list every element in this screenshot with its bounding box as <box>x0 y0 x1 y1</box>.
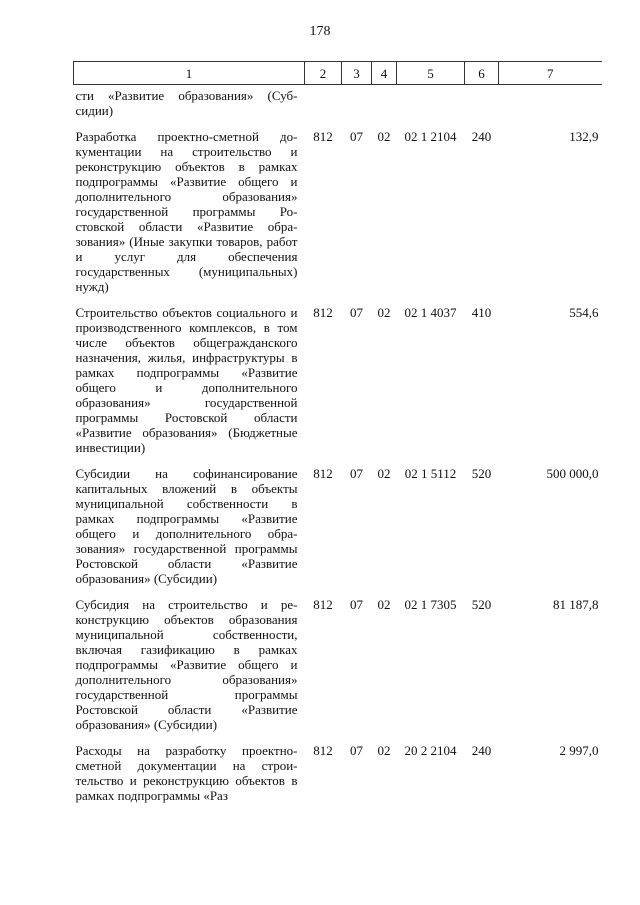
row-code-type: 240 <box>471 129 492 144</box>
row-description: Расходы на разработку проектно-сметной документации на строительство и реконструкцию объектов в рамках подпрограммы «Раз <box>75 743 298 803</box>
row-description: Субсидия на строительство и реконструкцию объектов образования муниципальной собственности, включая газификацию в рамках подпрограммы «Развитие общего и дополнительного образования» государственной программы Ростовской области «Развитие образования» (Субсидии) <box>75 597 298 732</box>
row-code-subsection <box>372 85 397 119</box>
row-code-type: 410 <box>471 305 492 320</box>
header-col-5: 5 <box>397 62 465 85</box>
row-code-subsection: 02 <box>377 129 391 144</box>
header-col-7: 7 <box>499 62 602 85</box>
row-amount: 554,6 <box>569 305 599 320</box>
row-code-type <box>465 85 499 119</box>
row-description: Субсидии на софинансирование капитальных вложений в объекты муниципальной собственности в рамках подпрограммы «Развитие общего и дополнительного образования» государственной программы Ростовской области «Развитие образования» (Субсидии) <box>75 466 298 586</box>
row-code-admin: 812 <box>313 305 333 320</box>
row-code-target: 02 1 2104 <box>404 129 457 144</box>
row-description: Строительство объектов социального и производственного комплексов, в том числе объектов общегражданского назначения, жилья, инфраструктуры в рамках подпрограммы «Развитие общего и дополнительного образования» государственной программы Ростовской области «Развитие образования» (Бюджетные инвестиции) <box>75 305 298 455</box>
row-code-target <box>397 85 465 119</box>
table-row <box>74 294 602 455</box>
row-code-admin: 812 <box>313 129 333 144</box>
header-col-2: 2 <box>305 62 342 85</box>
row-code-section: 07 <box>350 305 363 320</box>
table-row <box>74 455 602 586</box>
table-row <box>74 85 602 119</box>
table-row <box>74 118 602 294</box>
row-code-subsection: 02 <box>377 597 391 612</box>
page-number: 178 <box>309 24 331 39</box>
row-code-type: 240 <box>471 743 492 758</box>
header-col-1: 1 <box>74 62 305 85</box>
table-header-row <box>74 62 602 85</box>
row-amount: 2 997,0 <box>559 743 599 758</box>
row-code-subsection: 02 <box>377 466 391 481</box>
header-col-3: 3 <box>342 62 372 85</box>
row-code-type: 520 <box>471 466 492 481</box>
row-amount: 132,9 <box>569 129 599 144</box>
row-code-target: 02 1 4037 <box>404 305 457 320</box>
table-row <box>74 586 602 732</box>
row-code-section: 07 <box>350 466 363 481</box>
row-code-admin: 812 <box>313 466 333 481</box>
row-code-target: 02 1 7305 <box>404 597 457 612</box>
row-description: Разработка проектно-сметной документации на строительство и реконструкцию объектов в рамках подпрограммы «Развитие общего и дополнительного образования» государственной программы Ростовской области «Развитие образования» (Иные закупки товаров, работ и услуг для обеспечения государственных (муниципальных) нужд) <box>75 129 298 294</box>
row-code-type: 520 <box>471 597 492 612</box>
row-code-section: 07 <box>350 129 363 144</box>
row-code-section: 07 <box>350 597 363 612</box>
row-code-subsection: 02 <box>377 743 391 758</box>
row-amount: 81 187,8 <box>553 597 599 612</box>
row-code-section: 07 <box>350 743 363 758</box>
row-code-target: 02 1 5112 <box>404 466 457 481</box>
row-amount <box>499 85 602 119</box>
budget-table <box>73 61 602 803</box>
row-code-admin: 812 <box>313 597 333 612</box>
row-code-admin <box>305 85 342 119</box>
row-code-target: 20 2 2104 <box>404 743 457 758</box>
header-col-6: 6 <box>465 62 499 85</box>
table-row <box>74 732 602 803</box>
row-code-admin: 812 <box>313 743 333 758</box>
row-code-subsection: 02 <box>377 305 391 320</box>
row-amount: 500 000,0 <box>546 466 599 481</box>
row-code-section <box>342 85 372 119</box>
row-description: сти «Развитие образования» (Субсидии) <box>75 88 298 118</box>
header-col-4: 4 <box>372 62 397 85</box>
